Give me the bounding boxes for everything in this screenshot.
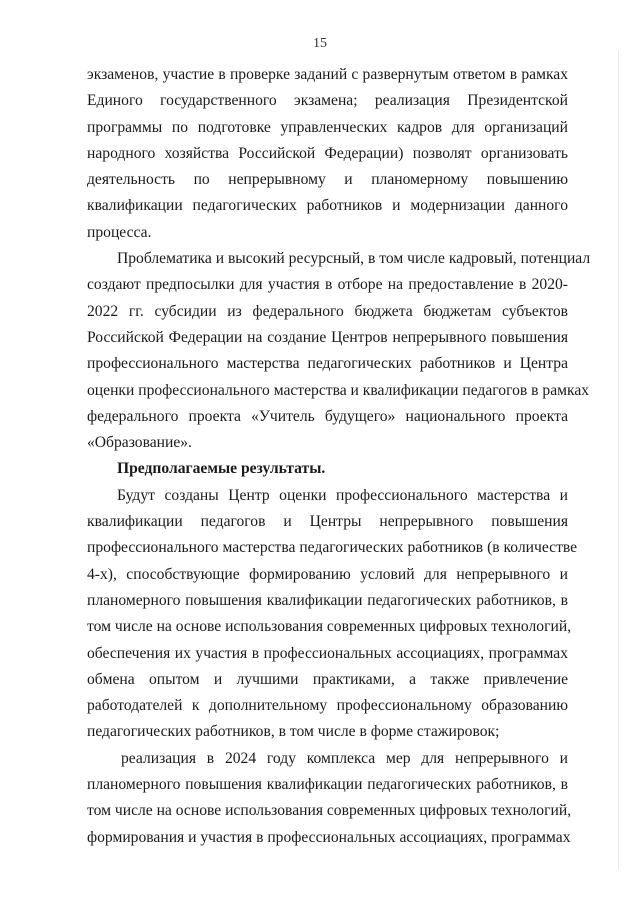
text-line: работодателей к дополнительному профессиональному образованию: [87, 697, 568, 715]
text-line: создают предпосылки для участия в отборе на предоставление в 2020-: [87, 276, 568, 294]
text-line: профессионального мастерства педагогических работников (в количестве: [87, 539, 578, 557]
text-line: деятельность по непрерывному и планомерному повышению: [87, 171, 568, 189]
text-line: педагогических работников, в том числе в форме стажировок;: [87, 723, 500, 741]
text-line: обмена опытом и лучшими практиками, а также привлечение: [87, 670, 568, 688]
page-number: 15: [313, 36, 327, 51]
text-line: квалификации педагогов и Центры непрерывного повышения: [87, 513, 568, 531]
text-line: программы по подготовке управленческих кадров для организаций: [87, 118, 568, 136]
text-line: квалификации педагогических работников и модернизации данного: [87, 197, 568, 215]
text-line: 2022 гг. субсидии из федерального бюджета бюджетам субъектов: [87, 302, 568, 320]
paragraph-first-line: реализация в 2024 году комплекса мер для непрерывного и: [121, 749, 568, 767]
text-line: федерального проекта «Учитель будущего» национального проекта: [87, 407, 568, 425]
text-line: «Образование».: [87, 434, 192, 452]
text-line: экзаменов, участие в проверке заданий с развернутым ответом в рамках: [87, 66, 568, 83]
body-text: [87, 62, 591, 851]
paragraph-first-line: Будут созданы Центр оценки профессионального мастерства и: [117, 486, 568, 504]
text-line: том числе на основе использования современных цифровых технологий,: [87, 802, 572, 820]
text-line: 4-х), способствующие формированию условий для непрерывного и: [87, 565, 568, 583]
text-line: Российской Федерации на создание Центров непрерывного повышения: [87, 328, 568, 346]
text-line: том числе на основе использования современных цифровых технологий,: [87, 618, 572, 636]
text-line: планомерного повышения квалификации педагогических работников, в: [87, 591, 568, 609]
section-heading: Предполагаемые результаты.: [117, 460, 326, 478]
paragraph-first-line: Проблематика и высокий ресурсный, в том числе кадровый, потенциал: [117, 250, 591, 268]
text-line: народного хозяйства Российской Федерации) позволят организовать: [87, 144, 568, 162]
text-line: планомерного повышения квалификации педагогических работников, в: [87, 776, 568, 794]
scan-edge-mark: [618, 50, 619, 870]
text-line: профессионального мастерства педагогических работников и Центра: [87, 355, 568, 373]
text-line: формирования и участия в профессиональных ассоциациях, программах: [87, 828, 571, 846]
text-line: процесса.: [87, 223, 152, 241]
text-line: обеспечения их участия в профессиональных ассоциациях, программах: [87, 644, 568, 662]
text-line: Единого государственного экзамена; реализация Президентской: [87, 92, 568, 110]
text-line: оценки профессионального мастерства и квалификации педагогов в рамках: [87, 381, 590, 399]
